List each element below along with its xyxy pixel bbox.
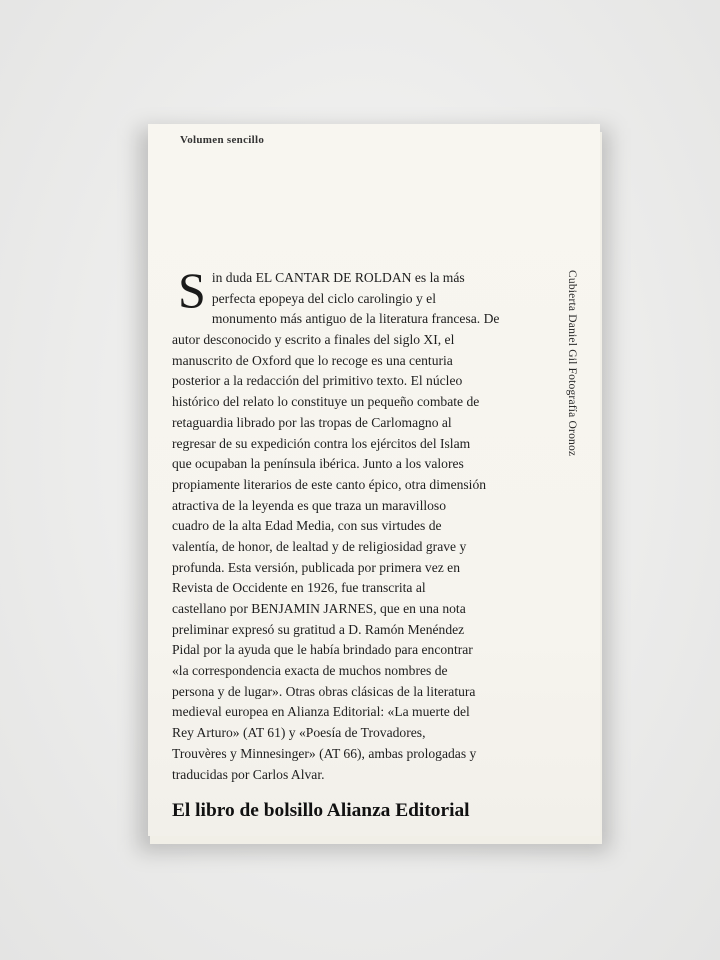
blurb-line: traducidas por Carlos Alvar. xyxy=(172,766,325,782)
volume-label: Volumen sencillo xyxy=(180,134,265,146)
blurb-line: perfecta epopeya del ciclo carolingio y el xyxy=(211,290,436,306)
book-back-cover xyxy=(148,124,600,836)
blurb-line: medieval europea en Alianza Editorial: «La muerte del xyxy=(172,704,470,720)
blurb-line: «la correspondencia exacta de muchos nombres de xyxy=(172,663,448,679)
blurb-line: autor desconocido y escrito a finales del siglo XI, el xyxy=(172,332,455,348)
blurb-line: monumento más antiguo de la literatura francesa. De xyxy=(211,311,500,327)
cover-credit xyxy=(560,270,584,520)
blurb-line: valentía, de honor, de lealtad y de religiosidad grave y xyxy=(172,538,467,554)
blurb-line: posterior a la redacción del primitivo texto. El núcleo xyxy=(172,373,463,389)
blurb-line: preliminar expresó su gratitud a D. Ramón Menéndez xyxy=(172,621,465,637)
blurb-line: histórico del relato lo constituye un pequeño combate de xyxy=(172,394,480,410)
blurb-line: persona y de lugar». Otras obras clásicas de la literatura xyxy=(172,683,476,699)
blurb-line: Trouvères y Minnesinger» (AT 66), ambas prologadas y xyxy=(172,745,477,761)
blurb-line: retaguardia librado por las tropas de Carlomagno al xyxy=(172,414,452,430)
cover-blurb xyxy=(172,262,522,785)
blurb-line: in duda EL CANTAR DE ROLDAN es la más xyxy=(211,270,465,285)
blurb-line: manuscrito de Oxford que lo recoge es una centuria xyxy=(172,352,453,368)
publisher-line: El libro de bolsillo Alianza Editorial xyxy=(172,800,470,821)
blurb-line: regresar de su expedición contra los ejércitos del Islam xyxy=(172,435,471,451)
blurb-line: Revista de Occidente en 1926, fue transcrita al xyxy=(172,580,426,596)
blurb-line: Pidal por la ayuda que le había brindado para encontrar xyxy=(172,642,473,658)
blurb-line: propiamente literarios de este canto épico, otra dimensión xyxy=(172,476,487,492)
blurb-line: Rey Arturo» (AT 61) y «Poesía de Trovadores, xyxy=(172,725,426,741)
drop-cap: S xyxy=(178,262,206,318)
credit-text: Cubierta Daniel Gil Fotografía Oronoz xyxy=(566,270,578,457)
blurb-line: castellano por BENJAMIN JARNES, que en una nota xyxy=(172,601,466,616)
blurb-line: profunda. Esta versión, publicada por primera vez en xyxy=(172,559,461,575)
blurb-line: atractiva de la leyenda es que traza un maravilloso xyxy=(172,497,447,513)
blurb-line: cuadro de la alta Edad Media, con sus virtudes de xyxy=(172,518,442,534)
blurb-line: que ocupaban la península ibérica. Junto a los valores xyxy=(172,456,464,472)
